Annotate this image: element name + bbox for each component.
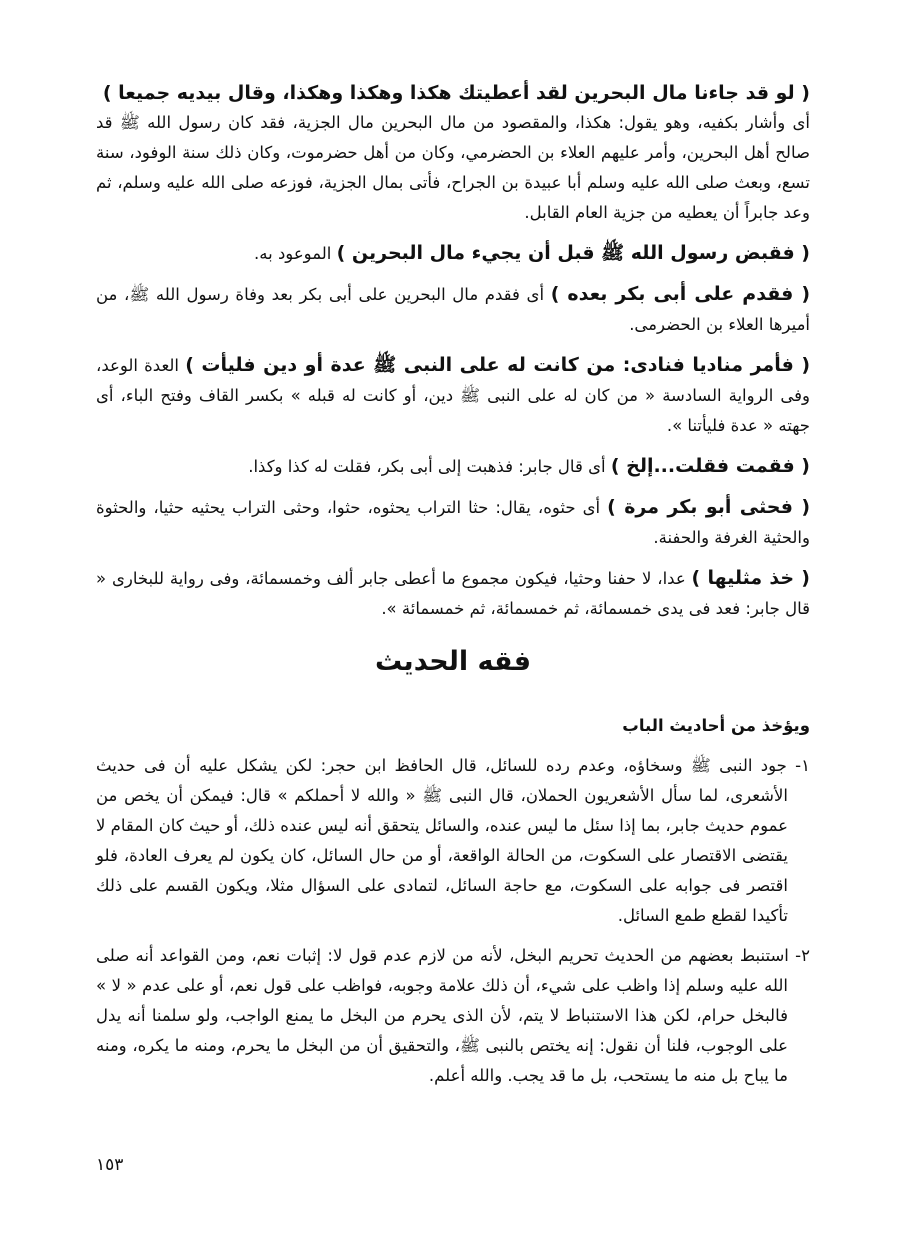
book-page <box>96 78 810 1101</box>
item-text: استنبط بعضهم من الحديث تحريم البخل، لأنه من لازم عدم قول لا: إثبات نعم، ومن القواعد أنه صلى الله عليه وسلم إذا واظب على شيء، أن ذلك علامة وجوبه، فواظب على قول نعم، أو على عدم « لا » فالبخل حرام، لكن هذا الاستنباط لا يتم، لأن الذى يحرم من البخل ما يمنع الواجب، ولو سلمنا أنه يدل على الوجوب، فلنا أن نقول: إنه يختص بالنبى ﷺ، والتحقيق أن من البخل ما يحرم، ومنه ما يكره، ومنه ما يباح بل منه ما يستحب، بل ما قد يجب. والله أعلم. <box>96 946 796 1085</box>
section-title: فقه الحديث <box>374 646 532 677</box>
item-text: جود النبى ﷺ وسخاؤه، وعدم رده للسائل، قال الحافظ ابن حجر: لكن يشكل عليه أن فى حديث الأشعرى، لما سأل الأشعريون الحملان، قال النبى ﷺ « والله لا أحملكم » قال: فيمكن أن يخص من عموم حديث جابر، بما إذا سئل ما ليس عنده، والسائل يتحقق أنه ليس عنده ذلك، أو حيث كان المقام لا يقتضى الاقتصار على السكوت، من الحالة الواقعة، أو من حال السائل، كان يكون لم يعرف العادة، فلو اقتصر فى جوابه على السكوت، مع حاجة السائل، لتمادى على السؤال مثلا، ويكون القسم على ذلك تأكيدا لقطع طمع السائل. <box>96 756 796 925</box>
hadith-phrase: ( فأمر مناديا فنادى: من كانت له على النبى ﷺ عدة أو دين فليأت ) <box>185 354 810 376</box>
hadith-phrase: ( خذ مثليها ) <box>691 567 810 589</box>
numbered-item <box>96 941 810 1091</box>
commentary-text: العدة الوعد، وفى الرواية السادسة « من كان له على النبى ﷺ دين، أو كانت له قبله » بكسر القاف وفتح الباء، أى جهته « عدة فليأتنا ». <box>96 356 810 435</box>
page-number: ١٥٣ <box>96 1155 124 1175</box>
commentary-paragraph <box>96 451 810 482</box>
item-number: ١- <box>795 756 810 775</box>
hadith-phrase: ( فحثى أبو بكر مرة ) <box>607 496 810 518</box>
commentary-paragraph <box>96 350 810 441</box>
commentary-paragraph <box>96 108 810 228</box>
commentary-text: أى قال جابر: فذهبت إلى أبى بكر، فقلت له كذا وكذا. <box>248 457 611 476</box>
commentary-text: الموعود به. <box>254 244 337 263</box>
commentary-text: أى وأشار بكفيه، وهو يقول: هكذا، والمقصود من مال البحرين مال الجزية، فقد كان رسول الله ﷺ قد صالح أهل البحرين، وأمر عليهم العلاء بن الحضرمي، وكان من أهل حضرموت، وكان ذلك سنة الوفود، سنة تسع، وبعث صلى الله عليه وسلم أبا عبيدة بن الجراح، فأتى بمال الجزية، فوزعه صلى الله عليه وسلم، ثم وعد جابراً أن يعطيه من جزية العام القابل. <box>96 113 810 222</box>
numbered-item <box>96 751 810 931</box>
commentary-text: أى حثوه، يقال: حثا التراب يحثوه، حثوا، وحثى التراب يحثيه حثيا، والحثوة والحثية الغرفة والحفنة. <box>96 498 810 547</box>
commentary-paragraph <box>96 279 810 340</box>
commentary-text: عدا، لا حفنا وحثيا، فيكون مجموع ما أعطى جابر ألف وخمسمائة، وفى رواية للبخارى « قال جابر: فعد فى يدى خمسمائة، ثم خمسمائة، ثم خمسمائة ». <box>96 569 810 618</box>
hadith-phrase: ( فقدم على أبى بكر بعده ) <box>550 283 810 305</box>
subheading: ويؤخذ من أحاديث الباب <box>622 716 810 735</box>
commentary-paragraph <box>96 238 810 269</box>
commentary-paragraph <box>96 563 810 624</box>
hadith-phrase: ( فقبض رسول الله ﷺ قبل أن يجيء مال البحرين ) <box>336 242 810 264</box>
hadith-phrase: ( فقمت فقلت...إلخ ) <box>610 455 810 477</box>
item-number: ٢- <box>795 946 810 965</box>
commentary-text: أى فقدم مال البحرين على أبى بكر بعد وفاة رسول الله ﷺ، من أميرها العلاء بن الحضرمى. <box>96 285 810 334</box>
hadith-phrase-heading: ( لو قد جاءنا مال البحرين لقد أعطيتك هكذا وهكذا وهكذا، وقال بيديه جميعا ) <box>102 82 810 104</box>
commentary-paragraph <box>96 492 810 553</box>
